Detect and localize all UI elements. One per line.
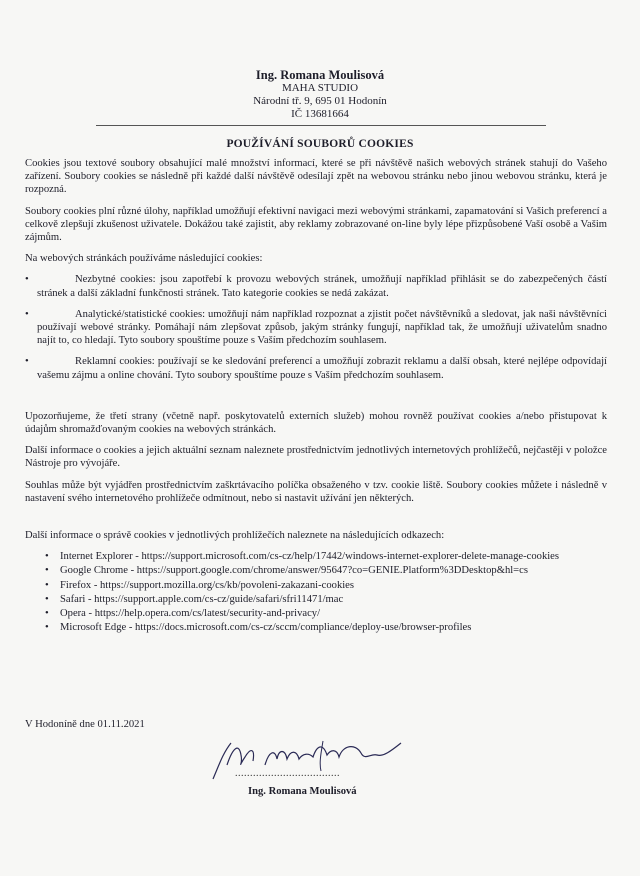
studio-name: MAHA STUDIO: [281, 82, 359, 94]
link-firefox[interactable]: • Firefox - https://support.mozilla.org/cs/kb/povoleni-zakazani-cookies: [60, 579, 607, 592]
signatory-name: Ing. Romana Moulisová: [248, 786, 357, 797]
paragraph: Další informace o cookies a jejich aktuální seznam naleznete prostřednictvím jednotlivých internetových prohlížečů, nejčastěji v položce Nástroje pro vývojáře.: [25, 445, 607, 470]
list-item: [25, 308, 607, 348]
paragraph: Cookies jsou textové soubory obsahující malé množství informací, které se při návštěvě našich webových stránek stahují do Vašeho zařízení. Soubory cookies se následně při každé další návštěvě odesílají zpět na webovou stránku nebo jinou webovou stránku, která je rozpozná.: [25, 158, 607, 196]
address: Národní tř. 9, 695 01 Hodonín: [253, 95, 387, 107]
signature-line: ...................................: [235, 768, 340, 779]
bullet-icon: •: [25, 356, 29, 368]
paragraph: Na webových stránkách používáme následující cookies:: [25, 253, 263, 265]
link-internet-explorer[interactable]: • Internet Explorer - https://support.microsoft.com/cs-cz/help/17442/windows-internet-explorer-delete-manage-cookies: [60, 550, 607, 563]
date-line: V Hodoníně dne 01.11.2021: [25, 719, 145, 730]
document-title: POUŽÍVÁNÍ SOUBORŮ COOKIES: [226, 138, 414, 150]
bullet-text: Nezbytné cookies: jsou zapotřebí k provozu webových stránek, umožňují například přihlásit se do zabezpečených částí stránek a další základní funkčnosti stránek. Tato kategorie cookies se nedá zakázat.: [37, 274, 607, 299]
document-body: [25, 157, 607, 635]
bullet-icon: •: [25, 274, 29, 286]
header-divider: [96, 125, 546, 126]
link-microsoft-edge[interactable]: • Microsoft Edge - https://docs.microsoft.com/cs-cz/sccm/compliance/deploy-use/browser-profiles: [60, 621, 607, 634]
link-google-chrome[interactable]: • Google Chrome - https://support.google.com/chrome/answer/95647?co=GENIE.Platform%3DDesktop&hl=cs: [60, 564, 607, 577]
list-item: [25, 355, 607, 381]
links-intro: Další informace o správě cookies v jednotlivých prohlížečích naleznete na následujících odkazech:: [25, 530, 445, 542]
company-id: IČ 13681664: [291, 108, 349, 120]
browser-links-list: [60, 550, 607, 634]
link-safari[interactable]: • Safari - https://support.apple.com/cs-cz/guide/safari/sfri11471/mac: [60, 593, 607, 606]
bullet-icon: •: [25, 308, 29, 320]
paragraph: Upozorňujeme, že třetí strany (včetně např. poskytovatelů externích služeb) mohou rovněž používat cookies a/nebo přistupovat k údajům shromažďovaným cookies na webových stránkách.: [25, 410, 607, 436]
list-item: [25, 273, 607, 299]
letterhead: [0, 68, 640, 121]
bullet-text: Analytické/statistické cookies: umožňují nám například rozpoznat a zjistit počet návštěvníků a sledovat, jak naši návštěvníci používají webové stránky. Pomáhají nám zlepšovat způsob, jakým stránky fungují, například tak, že umožňují uživatelům snadno najít to, co hledají. Tyto soubory spouštíme pouze s Vaším předchozím souhlasem.: [37, 308, 607, 347]
paragraph: Souhlas může být vyjádřen prostřednictvím zaškrtávacího políčka obsaženého v tzv. cookie liště. Soubory cookies můžete i následně v nastavení svého internetového prohlížeče odmítnout, nebo si nastavit užívání jen některých.: [25, 479, 607, 504]
link-opera[interactable]: • Opera - https://help.opera.com/cs/latest/security-and-privacy/: [60, 607, 607, 620]
author-name: Ing. Romana Moulisová: [255, 68, 385, 82]
paragraph: Soubory cookies plní různé úlohy, například umožňují efektivní navigaci mezi webovými stránkami, zapamatování si Vašich preferencí a celkově zlepšují zkušenost uživatele. Dokážou také zajistit, aby reklamy zobrazované on-line byly lépe přizpůsobené Vaší osobě a Vašim zájmům.: [25, 205, 607, 244]
bullet-text: Reklamní cookies: používají se ke sledování preferencí a umožňují zobrazit reklamu a další obsah, které nejlépe odpovídají vašemu zájmu a online chování. Tyto soubory spouštíme pouze s Vaším předchozím souhlasem.: [37, 356, 607, 381]
